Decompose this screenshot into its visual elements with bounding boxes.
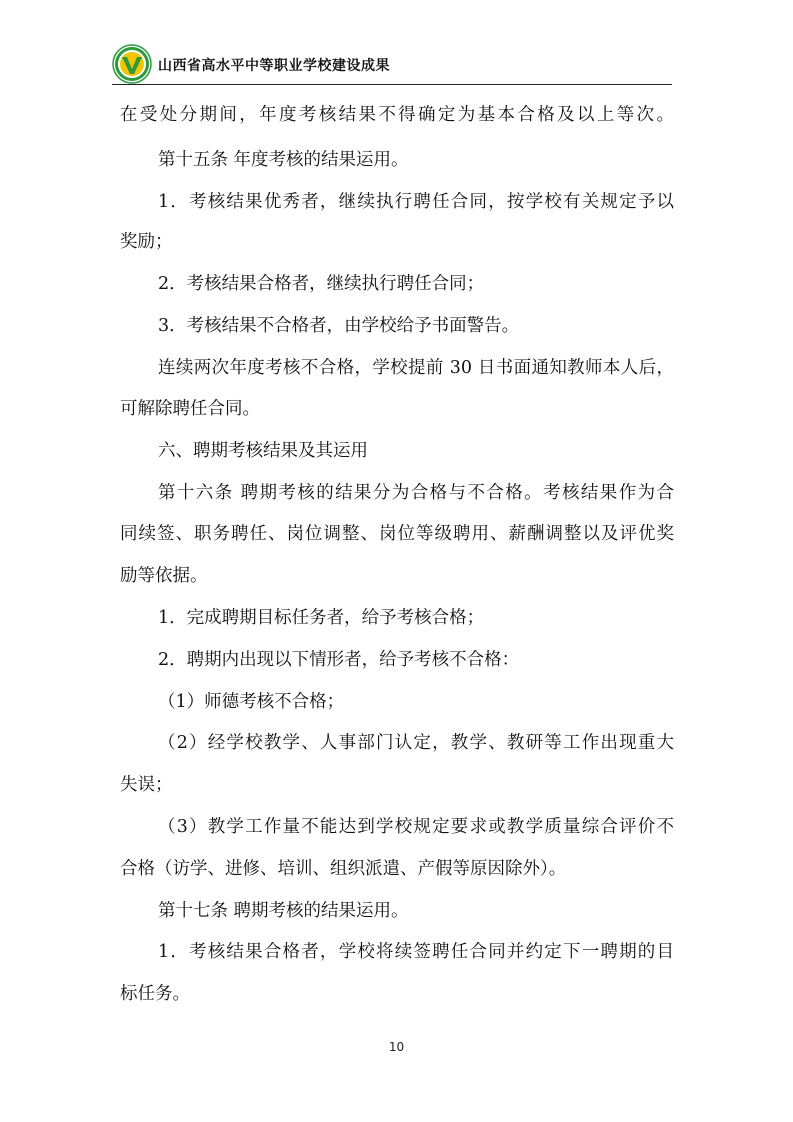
article-heading: 第十六条 聘期考核的结果分为合格与不合格。考核结果作为合 [158, 483, 674, 503]
list-item: 1．考核结果合格者，学校将续签聘任合同并约定下一聘期的目 [158, 942, 674, 962]
paragraph-line: 标任务。 [120, 984, 190, 1004]
header-title: 山西省高水平中等职业学校建设成果 [158, 58, 390, 74]
sub-list-item: （1）师德考核不合格； [158, 692, 345, 712]
list-item: 2．聘期内出现以下情形者，给予考核不合格： [158, 650, 520, 670]
paragraph-line: 失误； [120, 775, 173, 795]
paragraph-line: 连续两次年度考核不合格，学校提前 30 日书面通知教师本人后， [158, 358, 674, 378]
article-heading: 第十五条 年度考核的结果运用。 [158, 150, 409, 170]
list-item: 3．考核结果不合格者，由学校给予书面警告。 [158, 316, 520, 336]
article-heading: 第十七条 聘期考核的结果运用。 [158, 901, 409, 921]
paragraph-line: 在受处分期间，年度考核结果不得确定为基本合格及以上等次。 [120, 105, 674, 125]
paragraph-line: 励等依据。 [120, 566, 208, 586]
sub-list-item: （3）教学工作量不能达到学校规定要求或教学质量综合评价不 [158, 817, 674, 837]
list-item: 1．考核结果优秀者，继续执行聘任合同，按学校有关规定予以 [158, 192, 674, 212]
page-number: 10 [388, 1040, 405, 1054]
list-item: 1．完成聘期目标任务者，给予考核合格； [158, 608, 485, 628]
school-logo-icon [112, 44, 152, 84]
header-divider [112, 84, 672, 85]
sub-list-item: （2）经学校教学、人事部门认定，教学、教研等工作出现重大 [158, 733, 674, 753]
paragraph-line: 可解除聘任合同。 [120, 399, 260, 419]
page-header [112, 44, 672, 84]
paragraph-line: 合格（访学、进修、培训、组织派遣、产假等原因除外）。 [120, 859, 567, 879]
paragraph-line: 奖励； [120, 232, 173, 252]
list-item: 2．考核结果合格者，继续执行聘任合同； [158, 274, 485, 294]
paragraph-line: 同续签、职务聘任、岗位调整、岗位等级聘用、薪酬调整以及评优奖 [120, 524, 674, 544]
section-heading: 六、聘期考核结果及其运用 [158, 441, 368, 461]
